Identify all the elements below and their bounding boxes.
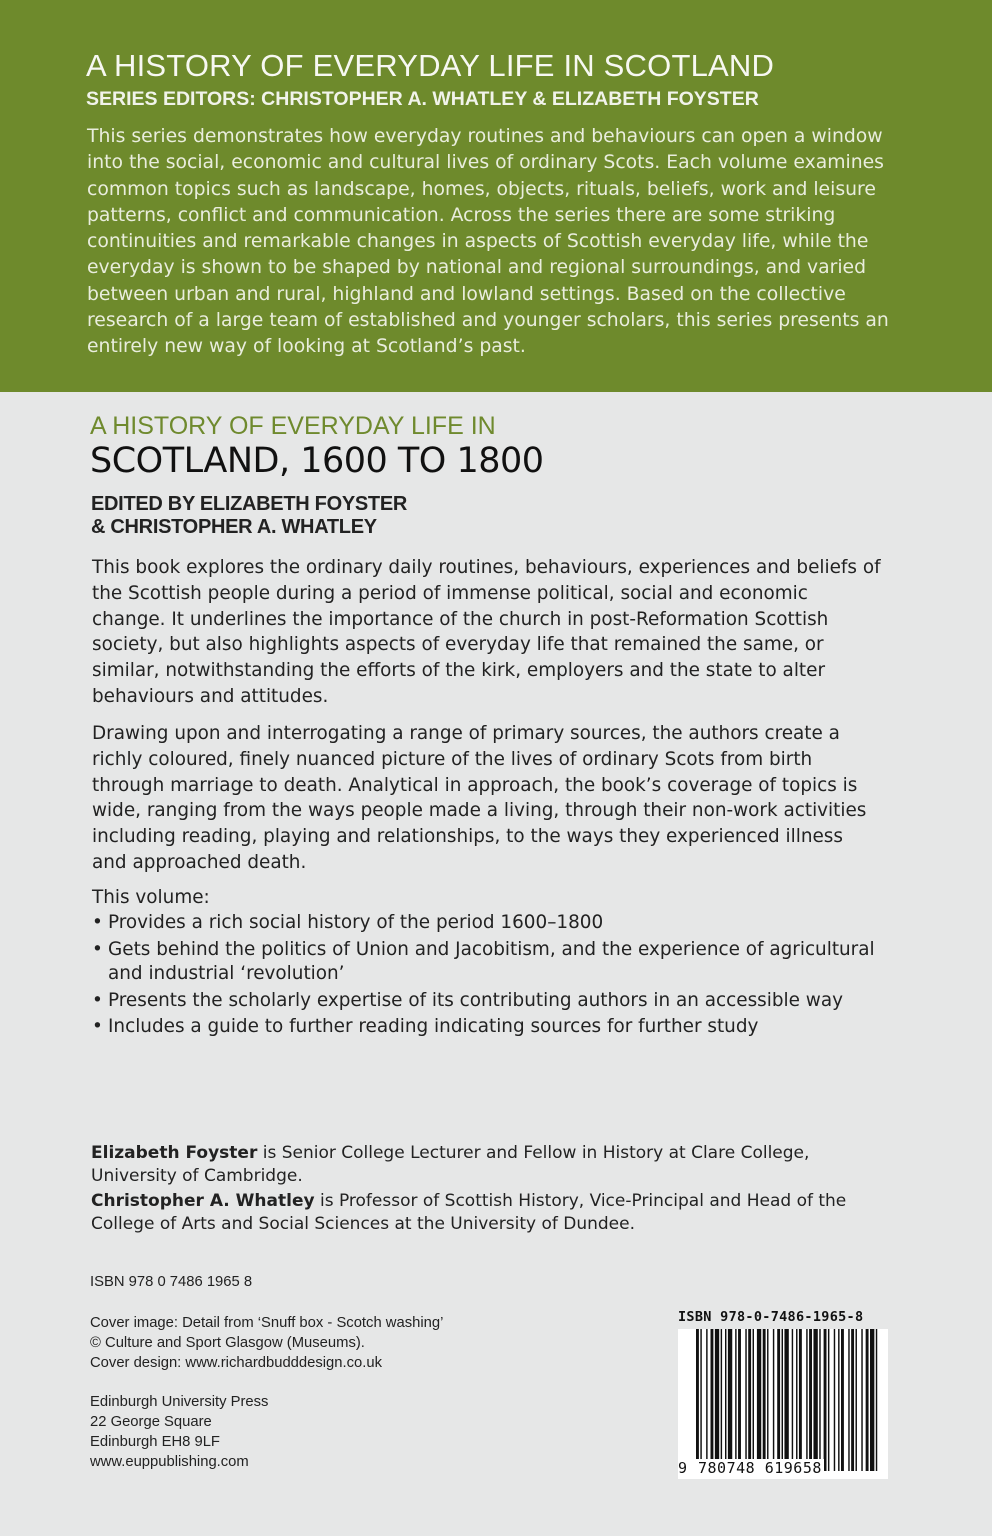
- cover-image-credit: Cover image: Detail from ‘Snuff box - Scotch washing’: [90, 1315, 444, 1331]
- book-editors-line2: & CHRISTOPHER A. WHATLEY: [91, 516, 377, 538]
- author-bio-whatley: [91, 1190, 891, 1235]
- bullet-item: [92, 911, 892, 936]
- barcode-bar: [721, 1329, 722, 1471]
- barcode-bar: [838, 1329, 839, 1471]
- barcode-bar: [828, 1329, 829, 1471]
- barcode-bar: [700, 1329, 701, 1471]
- barcode-bar: [711, 1329, 714, 1471]
- barcode-box: [678, 1329, 888, 1479]
- barcode-bar: [706, 1329, 707, 1471]
- book-editors: [91, 493, 407, 539]
- barcode-bar: [745, 1329, 746, 1471]
- barcode-bar: [861, 1329, 862, 1471]
- book-editors-line1: EDITED BY ELIZABETH FOYSTER: [91, 493, 408, 515]
- barcode-number: 780748 619658: [698, 1459, 822, 1477]
- bullet-text: Provides a rich social history of the period 1600–1800: [108, 912, 604, 933]
- barcode-bar: [799, 1329, 802, 1471]
- book-pre-title: A HISTORY OF EVERYDAY LIFE IN: [90, 412, 496, 440]
- barcode-bar: [773, 1329, 774, 1471]
- bullet-dot: •: [92, 938, 103, 960]
- bullet-item: [92, 1015, 892, 1040]
- series-editors: SERIES EDITORS: CHRISTOPHER A. WHATLEY & ELIZABETH FOYSTER: [86, 88, 759, 110]
- isbn-text: ISBN 978 0 7486 1965 8: [90, 1274, 253, 1290]
- barcode-isbn-label: ISBN 978-0-7486-1965-8: [678, 1309, 864, 1325]
- author-bio-text: is Senior College Lecturer and Fellow in History at Clare College, University of Cambridge.: [91, 1143, 810, 1186]
- barcode-image: [678, 1329, 888, 1479]
- barcode-bar: [876, 1329, 877, 1471]
- barcode-bar: [738, 1329, 741, 1471]
- book-description-paragraph-1: This book explores the ordinary daily routines, behaviours, experiences and beliefs of the Scottish people during a period of immense political, social and economic change. It underlines the importance of the church in post-Reformation Scottish society, but also highlights aspects of everyday life that remained the same, or similar, notwithstanding the efforts of the kirk, employers and the state to alter behaviours and attitudes.: [92, 557, 881, 707]
- author-name: Elizabeth Foyster: [91, 1143, 258, 1163]
- series-description: This series demonstrates how everyday routines and behaviours can open a window into the social, economic and cultural lives of ordinary Scots. Each volume examines common topics such as landscape, homes, objects, rituals, beliefs, work and leisure patterns, conflict and communication. Across the series there are some striking continuities and remarkable changes in aspects of Scottish everyday life, while the everyday is shown to be shaped by national and regional surroundings, and varied between urban and rural, highland and lowland settings. Based on the collective research of a large team of established and younger scholars, this series presents an entirely new way of looking at Scotland’s past.: [87, 126, 889, 358]
- barcode-bar: [735, 1329, 736, 1471]
- barcode-bar: [824, 1329, 827, 1471]
- barcode-bar: [767, 1329, 768, 1471]
- bullet-text: Presents the scholarly expertise of its contributing authors in an accessible way: [108, 989, 843, 1011]
- barcode-bar: [806, 1329, 807, 1471]
- volume-heading: This volume:: [92, 887, 210, 908]
- barcode-bar: [777, 1329, 780, 1471]
- barcode-bar: [725, 1329, 726, 1471]
- barcode-bar: [748, 1329, 751, 1471]
- barcode-bar: [757, 1329, 761, 1471]
- bullet-dot: •: [92, 1016, 103, 1037]
- bullet-item: [92, 938, 892, 987]
- barcode-bar: [813, 1329, 817, 1471]
- barcode-bar: [848, 1329, 849, 1471]
- book-title: SCOTLAND, 1600 TO 1800: [90, 441, 544, 481]
- barcode-bar: [851, 1329, 854, 1471]
- publisher-street: 22 George Square: [90, 1414, 212, 1430]
- barcode-bar: [715, 1329, 719, 1471]
- bullet-text: Includes a guide to further reading indicating sources for further study: [108, 1016, 759, 1037]
- barcode-lead-digit: 9: [678, 1459, 688, 1477]
- publisher-name: Edinburgh University Press: [90, 1394, 269, 1410]
- publisher-website: www.euppublishing.com: [90, 1454, 249, 1470]
- author-name: Christopher A. Whatley: [91, 1191, 315, 1211]
- barcode-bar: [841, 1329, 844, 1471]
- barcode-bar: [866, 1329, 869, 1471]
- author-bio-foyster: [91, 1142, 891, 1187]
- book-description-paragraph-2: Drawing upon and interrogating a range of primary sources, the authors create a richly coloured, finely nuanced picture of the lives of ordinary Scots from birth through marriage to death. Analytical in approach, the book’s coverage of topics is wide, ranging from the ways people made a living, through their non-work activities including reading, playing and relationships, to the ways they experienced illness and approached death.: [92, 723, 867, 873]
- barcode-bar: [763, 1329, 766, 1471]
- barcode-bar: [782, 1329, 783, 1471]
- bullet-text: Gets behind the politics of Union and Jacobitism, and the experience of agricultural and industrial ‘revolution’: [108, 938, 875, 984]
- publisher-address: [90, 1392, 268, 1472]
- bullet-dot: •: [92, 912, 103, 933]
- barcode-bar: [809, 1329, 812, 1471]
- barcode-bar: [728, 1329, 732, 1471]
- barcode-bar: [696, 1329, 699, 1471]
- series-band: [0, 0, 992, 392]
- author-bio-text: is Professor of Scottish History, Vice-Principal and Head of the College of Arts and Social Sciences at the University of Dundee.: [91, 1191, 847, 1234]
- cover-design-credit: Cover design: www.richardbudddesign.co.uk: [90, 1355, 382, 1371]
- barcode-bar: [870, 1329, 874, 1471]
- barcode-bar: [819, 1329, 820, 1471]
- series-title: A HISTORY OF EVERYDAY LIFE IN SCOTLAND: [86, 48, 775, 83]
- barcode-bar: [753, 1329, 754, 1471]
- barcode-block: [678, 1309, 888, 1479]
- volume-bullet-list: [92, 911, 892, 1042]
- cover-credits: [90, 1313, 443, 1373]
- barcode-bar: [796, 1329, 797, 1471]
- barcode-bar: [834, 1329, 835, 1471]
- barcode-bar: [856, 1329, 857, 1471]
- copyright-credit: © Culture and Sport Glasgow (Museums).: [90, 1335, 365, 1351]
- publisher-city: Edinburgh EH8 9LF: [90, 1434, 220, 1450]
- bullet-dot: •: [92, 989, 103, 1011]
- bullet-item: [92, 989, 892, 1014]
- barcode-bar: [792, 1329, 793, 1471]
- barcode-bar: [784, 1329, 788, 1471]
